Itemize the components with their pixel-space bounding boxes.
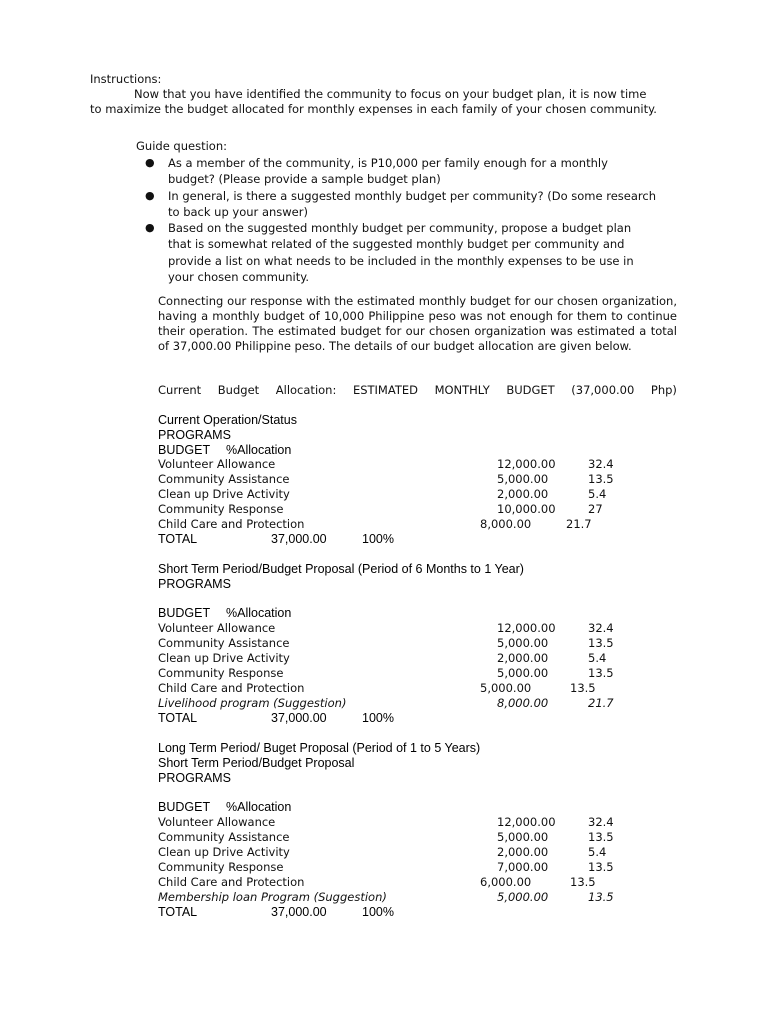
section-title: Short Term Period/Budget Proposal (Period of 6 Months to 1 Year) (158, 562, 524, 576)
program-name: Clean up Drive Activity (158, 651, 290, 665)
program-budget: 8,000.00 (480, 517, 532, 531)
program-name: Child Care and Protection (158, 517, 305, 531)
section-title: Current Operation/Status (158, 413, 297, 427)
guide-question-list (145, 155, 705, 285)
total-budget: 37,000.00 (271, 532, 327, 546)
program-budget: 12,000.00 (497, 621, 556, 635)
table-row (158, 457, 678, 472)
program-percent: 5.4 (588, 487, 607, 501)
table-row (158, 830, 678, 845)
program-percent: 27 (588, 502, 603, 516)
allocation-heading: %Allocation (226, 443, 292, 457)
program-name: Community Response (158, 666, 284, 680)
program-name: Community Response (158, 502, 284, 516)
total-label: TOTAL (158, 532, 198, 546)
section-title: Long Term Period/ Buget Proposal (Period of 1 to 5 Years) (158, 741, 481, 755)
table-row (158, 472, 678, 487)
program-percent: 13.5 (588, 830, 614, 844)
table-row (158, 875, 678, 890)
bullet-icon: ● (145, 221, 155, 235)
program-percent: 21.7 (588, 696, 614, 710)
program-budget: 6,000.00 (480, 875, 532, 889)
instructions-label: Instructions: (90, 72, 162, 86)
guide-label: Guide question: (136, 139, 227, 153)
table-row (158, 845, 678, 860)
program-name: Livelihood program (Suggestion) (158, 696, 347, 710)
program-budget: 7,000.00 (497, 860, 549, 874)
table-row (158, 517, 678, 532)
program-percent: 13.5 (588, 860, 614, 874)
programs-heading: PROGRAMS (158, 428, 231, 442)
program-budget: 12,000.00 (497, 815, 556, 829)
bullet-icon: ● (145, 156, 155, 169)
table-row (158, 636, 678, 651)
instructions-line-1: Now that you have identified the community to focus on your budget plan, it is now time (134, 87, 647, 101)
guide-bullet: ● Based on the suggested monthly budget per community, propose a budget plan that is somewhat related of the suggested monthly budget per community and provide a list on what needs to be included in the monthly expenses to be use in your chosen community. (145, 221, 634, 285)
program-percent: 21.7 (566, 517, 592, 531)
program-budget: 5,000.00 (497, 636, 549, 650)
current-budget-allocation-line: Current Budget Allocation: ESTIMATED MONTHLY BUDGET (37,000.00 Php) (158, 383, 677, 397)
program-percent: 13.5 (570, 875, 596, 889)
table-row (158, 696, 678, 711)
table-row (158, 681, 678, 696)
guide-bullet: ● In general, is there a suggested monthly budget per community? (Do some research to back up your answer) (145, 188, 656, 219)
guide-bullet: ● As a member of the community, is P10,000 per family enough for a monthly budget? (Please provide a sample budget plan) (145, 156, 608, 187)
program-percent: 13.5 (570, 681, 596, 695)
program-budget: 5,000.00 (480, 681, 532, 695)
table-row (158, 815, 678, 830)
program-name: Community Response (158, 860, 284, 874)
program-percent: 13.5 (588, 472, 614, 486)
program-percent: 32.4 (588, 621, 614, 635)
total-percent: 100% (362, 532, 394, 546)
program-budget: 2,000.00 (497, 845, 549, 859)
total-budget: 37,000.00 (271, 711, 327, 725)
table-row (158, 502, 678, 517)
program-name: Community Assistance (158, 472, 290, 486)
program-name: Clean up Drive Activity (158, 487, 290, 501)
program-percent: 32.4 (588, 815, 614, 829)
programs-heading: PROGRAMS (158, 771, 231, 785)
response-paragraph: Connecting our response with the estimated monthly budget for our chosen organization, having a monthly budget of 10,000 Philippine peso was not enough for them to continue their operation. The estimated budget for our chosen organization was estimated a total of 37,000.00 Philippine peso. The details of our budget allocation are given below. (158, 294, 677, 353)
programs-heading: PROGRAMS (158, 577, 231, 591)
program-name: Volunteer Allowance (158, 815, 276, 829)
program-budget: 2,000.00 (497, 651, 549, 665)
table-row (158, 651, 678, 666)
program-name: Child Care and Protection (158, 681, 305, 695)
program-budget: 10,000.00 (497, 502, 556, 516)
total-percent: 100% (362, 905, 394, 919)
allocation-heading: %Allocation (226, 606, 292, 620)
program-name: Community Assistance (158, 830, 290, 844)
section-subtitle: Short Term Period/Budget Proposal (158, 756, 355, 770)
total-budget: 37,000.00 (271, 905, 327, 919)
program-budget: 12,000.00 (497, 457, 556, 471)
program-percent: 13.5 (588, 636, 614, 650)
instructions-line-2: to maximize the budget allocated for monthly expenses in each family of your chosen community. (90, 102, 657, 116)
total-percent: 100% (362, 711, 394, 725)
program-budget: 5,000.00 (497, 666, 549, 680)
allocation-heading: %Allocation (226, 800, 292, 814)
program-name: Volunteer Allowance (158, 457, 276, 471)
budget-heading: BUDGET (158, 606, 211, 620)
total-label: TOTAL (158, 905, 198, 919)
table-row (158, 890, 678, 905)
program-name: Clean up Drive Activity (158, 845, 290, 859)
program-budget: 5,000.00 (497, 890, 549, 904)
program-percent: 5.4 (588, 651, 607, 665)
program-percent: 32.4 (588, 457, 614, 471)
program-name: Child Care and Protection (158, 875, 305, 889)
program-name: Membership loan Program (Suggestion) (158, 890, 387, 904)
budget-heading: BUDGET (158, 443, 211, 457)
program-budget: 8,000.00 (497, 696, 549, 710)
program-name: Community Assistance (158, 636, 290, 650)
program-budget: 5,000.00 (497, 830, 549, 844)
budget-heading: BUDGET (158, 800, 211, 814)
table-row (158, 621, 678, 636)
bullet-icon: ● (145, 188, 155, 202)
program-percent: 13.5 (588, 666, 614, 680)
table-row (158, 487, 678, 502)
program-name: Volunteer Allowance (158, 621, 276, 635)
table-row (158, 666, 678, 681)
program-percent: 5.4 (588, 845, 607, 859)
program-budget: 2,000.00 (497, 487, 549, 501)
total-label: TOTAL (158, 711, 198, 725)
table-row (158, 860, 678, 875)
program-percent: 13.5 (588, 890, 614, 904)
program-budget: 5,000.00 (497, 472, 549, 486)
